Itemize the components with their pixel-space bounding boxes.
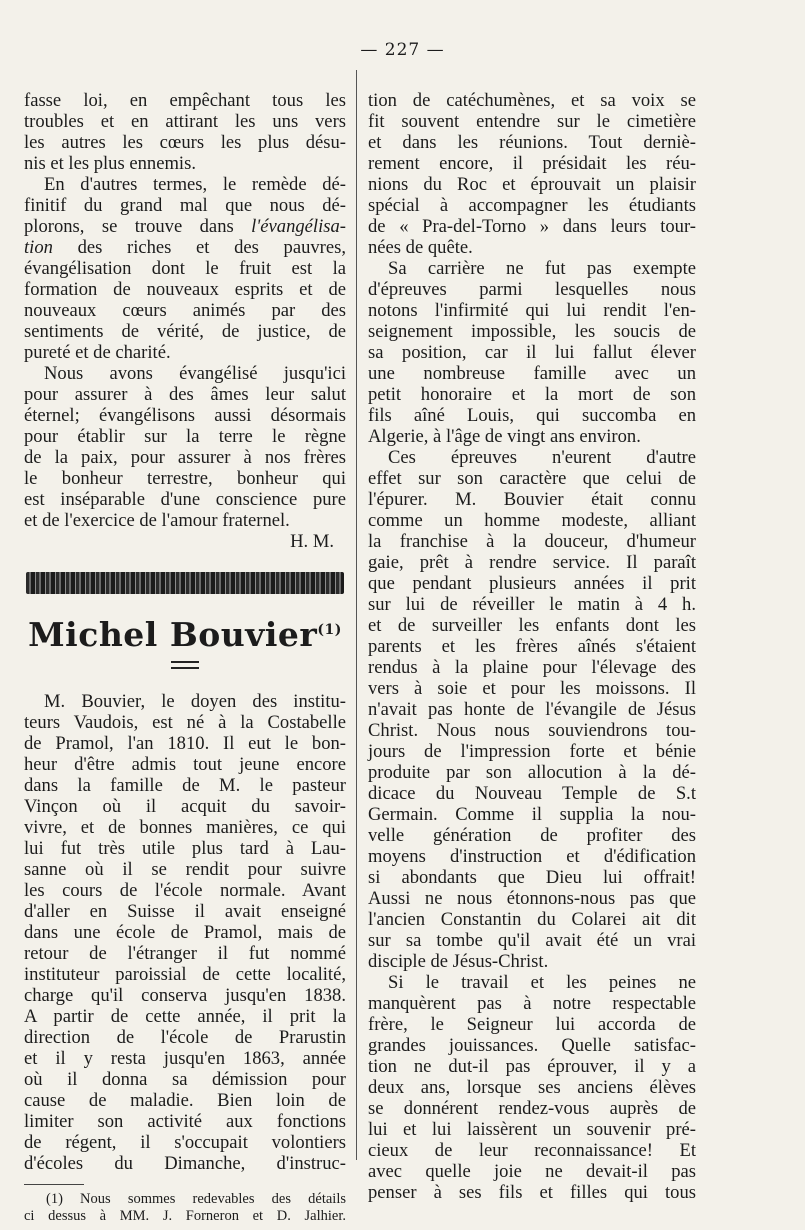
text-line: formation de nouveaux esprits et de — [24, 279, 346, 300]
text-line: si abondants que Dieu lui offrait! — [368, 867, 696, 888]
column-divider — [356, 70, 357, 1160]
text-line: deux ans, lorsque ses anciens élèves — [368, 1077, 696, 1098]
text-line: de la paix, pour assurer à nos frères — [24, 447, 346, 468]
text-line: les autres les cœurs les plus désu- — [24, 132, 346, 153]
title-double-rule — [171, 661, 199, 669]
text-line: le bonheur terrestre, bonheur qui — [24, 468, 346, 489]
text-line: petit honoraire et la mort de son — [368, 384, 696, 405]
text-line: vivre, et de bonnes manières, ce qui — [24, 817, 346, 838]
text-line: éternel; évangélisons aussi désormais — [24, 405, 346, 426]
text-fragment: plorons, se trouve dans — [24, 216, 252, 237]
text-line — [24, 237, 346, 258]
text-line: nions du Roc et éprouvait un plaisir — [368, 174, 696, 195]
text-line: teurs Vaudois, est né à la Costabelle — [24, 712, 346, 733]
left-column — [24, 90, 346, 1225]
text-line: d'épreuves parmi lesquelles nous — [368, 279, 696, 300]
text-line: dans une école de Pramol, mais de — [24, 922, 346, 943]
text-line: tion de catéchumènes, et sa voix se — [368, 90, 696, 111]
italic-text: l'évangélisa- — [251, 216, 346, 237]
continuation-paragraph — [368, 90, 696, 258]
text-line: avec quelle joie ne devait-il pas — [368, 1161, 696, 1182]
text-line: sur sa tombe qu'il avait été un vrai — [368, 930, 696, 951]
text-line: rendus à la plaine pour l'élevage des — [368, 657, 696, 678]
text-line: cieux de leur reconnaissance! Et — [368, 1140, 696, 1161]
footnote-line: ci dessus à MM. J. Forneron et D. Jalhier. — [24, 1208, 346, 1224]
joys-paragraph — [368, 972, 696, 1203]
text-line: rement encore, il présidait les réu- — [368, 153, 696, 174]
text-line: comme un homme modeste, alliant — [368, 510, 696, 531]
intro-paragraph — [24, 90, 346, 174]
text-line: une nombreuse famille avec un — [368, 363, 696, 384]
right-column — [368, 90, 696, 1203]
text-line: A partir de cette année, il prit la — [24, 1006, 346, 1027]
text-line: pour assurer à des âmes leur salut — [24, 384, 346, 405]
decorative-separator — [26, 572, 344, 594]
text-line: nouveaux cœurs animés par des — [24, 300, 346, 321]
text-line: pour établir sur la terre le règne — [24, 426, 346, 447]
text-line: la franchise à la douceur, d'humeur — [368, 531, 696, 552]
evangelisons-paragraph — [24, 363, 346, 531]
text-line: jours de l'impression forte et bénie — [368, 741, 696, 762]
text-line: Si le travail et les peines ne — [388, 972, 696, 993]
author-signature: H. M. — [290, 531, 334, 552]
text-line: Christ. Nous nous souviendrons tou- — [368, 720, 696, 741]
text-line: fasse loi, en empêchant tous les — [24, 90, 346, 111]
text-line: se donnérent rendez-vous auprès de — [368, 1098, 696, 1119]
text-line: moyens d'instruction et d'édification — [368, 846, 696, 867]
text-line: Sa carrière ne fut pas exempte — [388, 258, 696, 279]
text-line: et de surveiller les enfants dont les — [368, 615, 696, 636]
text-line: notons l'infirmité qui lui rendit l'en- — [368, 300, 696, 321]
text-line: nées de quête. — [368, 237, 473, 258]
text-line: Algerie, à l'âge de vingt ans environ. — [368, 426, 641, 447]
text-line: sa position, car il lui fallut élever — [368, 342, 696, 363]
text-line: sur lui de réveiller le matin à 4 h. — [368, 594, 696, 615]
text-line: les cours de l'école normale. Avant — [24, 880, 346, 901]
text-line: En d'autres termes, le remède dé- — [44, 174, 346, 195]
text-line: disciple de Jésus-Christ. — [368, 951, 549, 972]
text-line: effet sur son caractère que celui de — [368, 468, 696, 489]
text-line: produite par son allocution à la dé- — [368, 762, 696, 783]
text-line — [24, 216, 346, 237]
text-fragment: des riches et des pauvres, — [52, 237, 346, 258]
text-line: de Pramol, l'an 1810. Il eut le bon- — [24, 733, 346, 754]
text-line: M. Bouvier, le doyen des institu- — [44, 691, 346, 712]
text-line: heur d'être admis tout jeune encore — [24, 754, 346, 775]
text-line: instituteur paroissial de cette localité, — [24, 964, 346, 985]
text-line: retour de l'étranger il fut nommé — [24, 943, 346, 964]
text-line: d'aller en Suisse il avait enseigné — [24, 901, 346, 922]
text-line: et il y resta jusqu'en 1863, année — [24, 1048, 346, 1069]
text-line: gaie, prêt à rendre service. Il paraît — [368, 552, 696, 573]
text-line: l'épurer. M. Bouvier était connu — [368, 489, 696, 510]
text-line: d'écoles du Dimanche, d'instruc- — [24, 1153, 346, 1174]
text-line: pureté et de charité. — [24, 342, 171, 363]
text-line: fit souvent entendre sur le cimetière — [368, 111, 696, 132]
text-line: cause de maladie. Bien loin de — [24, 1090, 346, 1111]
text-line: que pendant plusieurs années il prit — [368, 573, 696, 594]
text-line: sanne où il se rendit pour suivre — [24, 859, 346, 880]
text-line: penser à ses fils et filles qui tous — [368, 1182, 696, 1203]
text-line: dans la famille de M. le pasteur — [24, 775, 346, 796]
text-line: Nous avons évangélisé jusqu'ici — [44, 363, 346, 384]
text-line: parents et les frères aînés s'étaient — [368, 636, 696, 657]
article-title — [24, 610, 346, 655]
text-line: sentiments de vérité, de justice, de — [24, 321, 346, 342]
text-line: troubles et en attirant les uns vers — [24, 111, 346, 132]
text-line: lui fut très utile plus tard à Lau- — [24, 838, 346, 859]
text-line: velle génération de profiter des — [368, 825, 696, 846]
text-line: frère, le Seigneur lui accorda de — [368, 1014, 696, 1035]
italic-text: tion — [24, 237, 53, 258]
text-line: n'avait pas honte de l'évangile de Jésus — [368, 699, 696, 720]
footnote-line: (1) Nous sommes redevables des détails — [46, 1191, 346, 1207]
text-line: l'ancien Constantin du Colarei ait dit — [368, 909, 696, 930]
text-line: fils aîné Louis, qui succomba en — [368, 405, 696, 426]
evangelisation-paragraph — [24, 174, 346, 363]
footnote-rule — [24, 1184, 84, 1185]
text-line: vers à soie et pour les moissons. Il — [368, 678, 696, 699]
text-line: dicace du Nouveau Temple de S.t — [368, 783, 696, 804]
text-line: seignement impossible, les soucis de — [368, 321, 696, 342]
text-line: de régent, il s'occupait volontiers — [24, 1132, 346, 1153]
text-line: tion ne dut-il pas éprouver, il y a — [368, 1056, 696, 1077]
text-line: lui et lui laissèrent un souvenir pré- — [368, 1119, 696, 1140]
text-line: de « Pra-del-Torno » dans leurs tour- — [368, 216, 696, 237]
page-number: — 227 — — [360, 40, 445, 60]
article-title-text: Michel Bouvier — [28, 615, 318, 654]
text-line: où il donna sa démission pour — [24, 1069, 346, 1090]
text-line: et de l'exercice de l'amour fraternel. — [24, 510, 290, 531]
text-line: grandes jouissances. Quelle satisfac- — [368, 1035, 696, 1056]
text-line: charge qu'il conserva jusqu'en 1838. — [24, 985, 346, 1006]
text-line: spécial à accompagner les étudiants — [368, 195, 696, 216]
character-paragraph — [368, 447, 696, 972]
text-line: Vinçon où il acquit du savoir- — [24, 796, 346, 817]
text-line: finitif du grand mal que nous dé- — [24, 195, 346, 216]
footnote-marker: (1) — [317, 622, 342, 638]
text-line: et dans les réunions. Tout derniè- — [368, 132, 696, 153]
text-line: manquèrent pas à notre respectable — [368, 993, 696, 1014]
text-line: Germain. Comme il supplia la nou- — [368, 804, 696, 825]
career-paragraph — [368, 258, 696, 447]
text-line: limiter son activité aux fonctions — [24, 1111, 346, 1132]
text-line: évangélisation dont le fruit est la — [24, 258, 346, 279]
text-line: direction de l'école de Prarustin — [24, 1027, 346, 1048]
footnote — [24, 1191, 346, 1225]
text-line: Aussi ne nous étonnons-nous pas que — [368, 888, 696, 909]
text-line: est inséparable d'une conscience pure — [24, 489, 346, 510]
biography-paragraph — [24, 691, 346, 1174]
text-line: Ces épreuves n'eurent d'autre — [388, 447, 696, 468]
text-line: nis et les plus ennemis. — [24, 153, 196, 174]
